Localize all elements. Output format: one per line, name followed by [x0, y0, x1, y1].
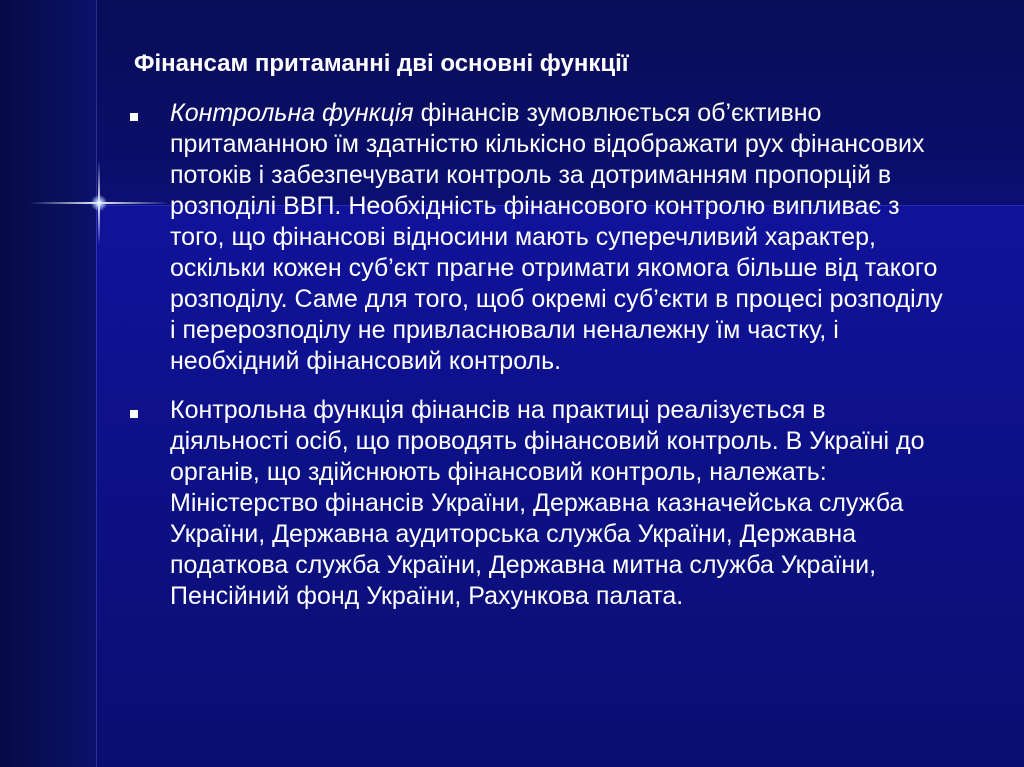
left-background-band	[0, 0, 96, 767]
bullet-text-implementation: Контрольна функція фінансів на практиці реалізується в діяльності осіб, що проводять фінансовий контроль. В Україні до органів, що здійснюють фінансовий контроль, належать: Міністерство фінансів України, Державна казначейська служба України, Державна аудиторська служба України, Державна податкова служба України, Державна митна служба України, Пенсійний фонд України, Рахункова палата.	[170, 396, 925, 610]
vertical-panel-divider	[96, 0, 97, 767]
slide-title: Фінансам притаманні дві основні функції	[134, 50, 629, 77]
bullet-square-icon	[130, 113, 138, 121]
slide-content	[126, 98, 946, 612]
bullet-text-body: фінансів зумовлюється об’єктивно притаманною їм здатністю кількісно відображати рух фінансових потоків і забезпечувати контроль за дотриманням пропорцій в розподілі ВВП. Необхідність фінансового контролю випливає з того, що фінансові відносини мають суперечливий характер, оскільки кожен суб’єкт прагне отримати якомога більше від такого розподілу. Саме для того, щоб окремі суб’єкти в процесі розподілу і перерозподілу не привласнювали неналежну їм частку, і необхідний фінансовий контроль.	[170, 99, 943, 375]
bullet-item-implementation	[126, 395, 946, 612]
bullet-item-control-function	[126, 98, 946, 377]
sparkle-center	[91, 195, 107, 211]
bullet-text-control-function	[170, 98, 946, 377]
bullet-square-icon	[130, 410, 138, 418]
bullet-emphasis: Контрольна функція	[170, 99, 414, 127]
